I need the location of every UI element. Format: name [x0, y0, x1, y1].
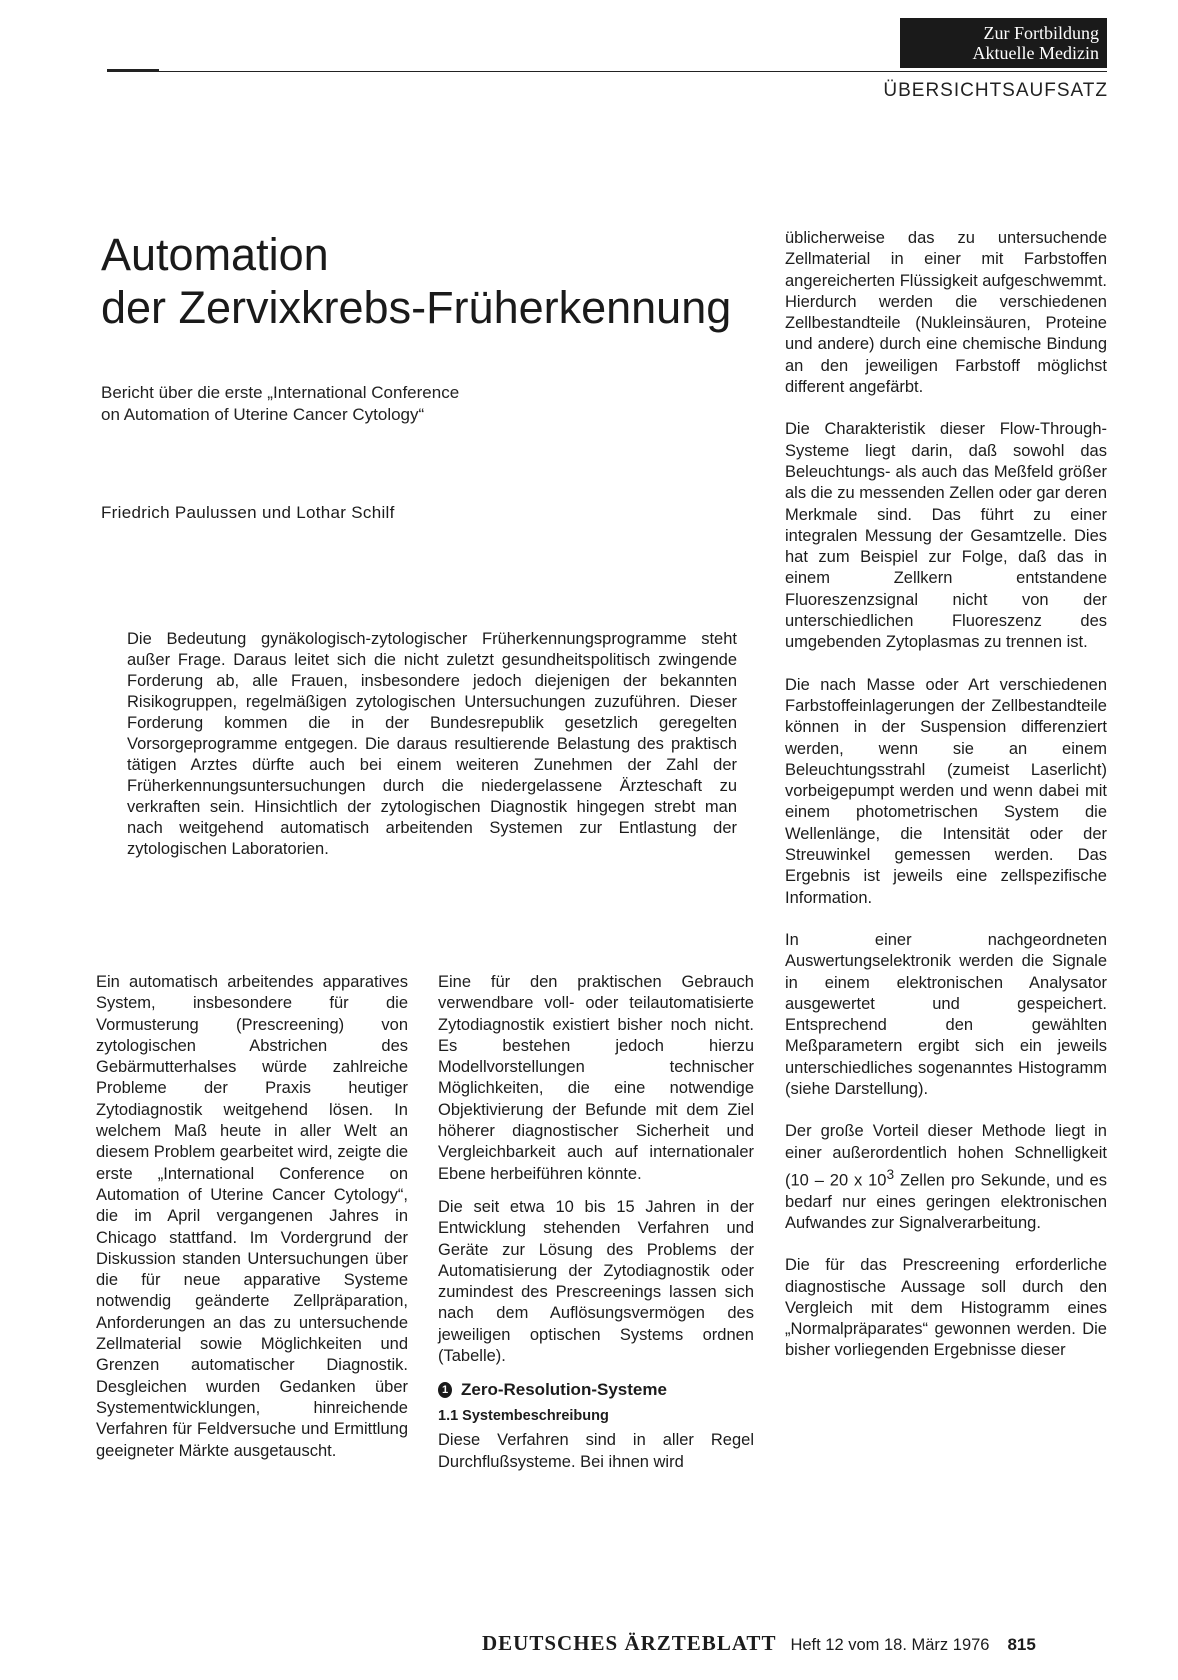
section-number-badge: 1: [438, 1382, 452, 1398]
issue-info: Heft 12 vom 18. März 1976: [790, 1636, 990, 1654]
column-1: [96, 972, 408, 1474]
column-3: [785, 228, 1107, 1383]
paragraph: [785, 1121, 1107, 1234]
journal-name: DEUTSCHES ÄRZTEBLATT: [482, 1631, 777, 1655]
paragraph: Eine für den praktischen Gebrauch verwendbare voll- oder teilautomatisierte Zytodiagnostik existiert bisher noch nicht. Es bestehen jedoch hierzu Modellvorstellungen technischer Möglichkeiten, die eine notwendige Objektivierung der Befunde mit dem Ziel höherer diagnostischer Sicherheit und Vergleichbarkeit auch auf internationaler Ebene herbeiführen könnte.: [438, 973, 754, 1183]
superscript: 3: [886, 1166, 895, 1182]
abstract: Die Bedeutung gynäkologisch-zytologischer Früherkennungsprogramme steht außer Frage. Daraus leitet sich die nicht zuletzt gesundheitspolitisch zwingende Forderung ab, alle Frauen, insbesondere jedoch diejenigen der bekannten Risikogruppen, regelmäßigen zytologischen Untersuchungen zuzuführen. Dieser Forderung kommen die in der Bundesrepublik gesetzlich geregelten Vorsorgeprogramme entgegen. Die daraus resultierende Belastung des praktisch tätigen Arztes dürfte auch bei einem weiteren Zunehmen der Zahl der Früherkennungsuntersuchungen durch die niedergelassene Ärzteschaft zu verkraften sein. Hinsichtlich der zytologischen Diagnostik hingegen strebt man nach weitgehend automatisch arbeitenden Systemen zur Entlastung der zytologischen Laboratorien.: [127, 630, 737, 858]
header-rule: [107, 71, 1107, 72]
article-subtitle: [101, 382, 621, 426]
column-2: [438, 972, 754, 1485]
article-title: [101, 228, 781, 334]
title-line-1: Automation: [101, 229, 329, 280]
badge-line-1: Zur Fortbildung: [983, 23, 1099, 43]
paragraph: Die Charakteristik dieser Flow-Through-Systeme liegt darin, daß sowohl das Beleuchtungs- als auch das Meßfeld größer als die zu messenden Zellen oder gar deren Merkmale sind. Das führt zu einer integralen Messung der Gesamtzelle. Dies hat zum Beispiel zur Folge, daß das in einem Zellkern entstandene Fluoreszenzsignal nicht von der unterschiedlichen Fluoreszenz des umgebenden Zytoplasmas zu trennen ist.: [785, 420, 1107, 652]
paragraph: Diese Verfahren sind in aller Regel Durchflußsysteme. Bei ihnen wird: [438, 1431, 754, 1471]
section-heading: [438, 1379, 754, 1401]
paragraph: In einer nachgeordneten Auswertungselektronik werden die Signale in einem elektronischen Analysator ausgewertet und gespeichert. Entsprechend den gewählten Meßparametern ergibt sich ein jeweils unterschiedliches sogenanntes Histogramm (siehe Darstellung).: [785, 930, 1107, 1098]
subsection-heading: 1.1 Systembeschreibung: [438, 1408, 609, 1425]
section-title: Zero-Resolution-Systeme: [461, 1380, 667, 1400]
badge-line-2: Aktuelle Medizin: [972, 43, 1099, 63]
paragraph-text: Der große Vorteil dieser Methode liegt in einer außerordentlich hohen Schnelligkeit (10 – 20 x 10: [785, 1122, 1107, 1190]
subtitle-line-2: on Automation of Uterine Cancer Cytology“: [101, 405, 425, 424]
paragraph: Die seit etwa 10 bis 15 Jahren in der Entwicklung stehenden Verfahren und Geräte zur Lösung des Problems der Automatisierung der Zytodiagnostik oder zumindest des Prescreenings lassen sich nach dem Auflösungsvermögen des jeweiligen optischen Systems ordnen (Tabelle).: [438, 1197, 754, 1366]
title-line-2: der Zervixkrebs-Früherkennung: [101, 282, 732, 333]
paragraph: Die für das Prescreening erforderliche diagnostische Aussage soll durch den Vergleich mit dem Histogramm eines „Normalpräparates“ gewonnen werden. Die bisher vorliegenden Ergebnisse dieser: [785, 1256, 1107, 1360]
section-label: ÜBERSICHTSAUFSATZ: [883, 80, 1108, 101]
authors: Friedrich Paulussen und Lothar Schilf: [101, 503, 395, 522]
page-number: 815: [1007, 1635, 1036, 1654]
category-badge: [900, 18, 1107, 68]
subtitle-line-1: Bericht über die erste „International Conference: [101, 383, 460, 402]
paragraph: Die nach Masse oder Art verschiedenen Farbstoffeinlagerungen der Zellbestandteile können in der Suspension differenziert werden, wenn sie an einem Beleuchtungsstrahl (zumeist Laserlicht) vorbeigepumpt werden und wenn dabei mit einem photometrischen System die Wellenlänge, die Intensität oder der Streuwinkel gemessen werden. Das Ergebnis ist jeweils eine zellspezifische Information.: [785, 675, 1107, 907]
paragraph: Ein automatisch arbeitendes apparatives System, insbesondere für die Vormusterung (Prescreening) von zytologischen Abstrichen des Gebärmutterhalses würde zahlreiche Probleme der Praxis heutiger Zytodiagnostik weitgehend lösen. In welchem Maß heute in aller Welt an diesem Problem gearbeitet wird, zeigte die erste „International Conference on Automation of Uterine Cancer Cytology“, die im April vergangenen Jahres in Chicago stattfand. Im Vordergrund der Diskussion standen Untersuchungen über die für neue apparative Systeme notwendig geänderte Zellpräparation, Anforderungen an das zu untersuchende Zellmaterial sowie Möglichkeiten und Grenzen automatischer Diagnostik. Desgleichen wurden Gedanken über Systementwicklungen, hinreichende Verfahren für Feldversuche und Ermittlung geeigneter Märkte ausgetauscht.: [96, 973, 408, 1460]
paragraph: üblicherweise das zu untersuchende Zellmaterial in einer mit Farbstoffen angereicherten Flüssigkeit aufgeschwemmt. Hierdurch werden die verschiedenen Zellbestandteile (Nukleinsäuren, Proteine und andere) durch eine chemische Bindung an den jeweiligen Farbstoff möglichst different angefärbt.: [785, 229, 1107, 397]
paragraph-text: Zellen pro Sekunde, und es bedarf nur eines geringen elektronischen Aufwandes zur Signalverarbeitung.: [785, 1171, 1107, 1232]
page-footer: [482, 1631, 1036, 1656]
